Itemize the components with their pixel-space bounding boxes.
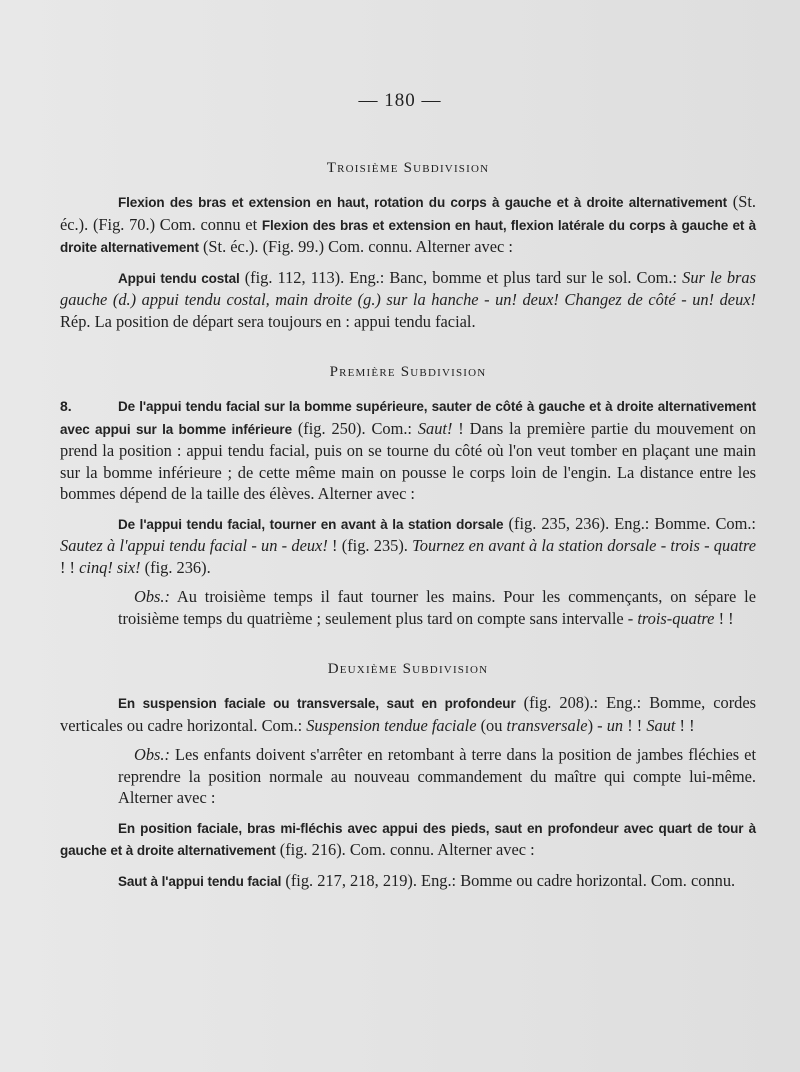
paragraph-text: ! Dans la première partie du mouvement on prend la position : appui tendu facial, puis on se tourne du côté où l'on veut tomber en plaçant une main sur la bomme inférieure ; de cette même main on pousse le corps loin de l'engin. La distance entre les bommes dépend de la taille des élèves. Alterner avec : — [60, 418, 756, 503]
obs-label: Obs.: — [134, 745, 170, 764]
exercise-name: Saut à l'appui tendu facial — [118, 873, 282, 889]
paragraph-text: Les enfants doivent s'arrêter en retombant à terre dans la position de jambes fléchies et reprendre la position normale au nouveau commandement du maître qui compte lui-même. Alterner avec : — [118, 745, 756, 807]
command-text: un — [606, 715, 624, 735]
section-title-premiere: Première Subdivision — [329, 364, 487, 380]
obs-label: Obs.: — [134, 587, 170, 606]
paragraph-text: ! ! — [623, 715, 647, 735]
command-text: Saut! — [417, 418, 453, 438]
exercise-name: En suspension faciale ou transversale, saut en profondeur — [118, 696, 516, 711]
paragraph-saut-appui — [60, 870, 756, 893]
paragraph-text: ) - — [587, 715, 607, 735]
exercise-name: Flexion des bras et extension en haut, flexion latérale du corps à gauche et à droite alternativement — [60, 217, 756, 255]
exercise-name: De l'appui tendu facial sur la bomme supérieure, sauter de côté à gauche et à droite alternativement avec appui sur la bomme inférieure — [60, 399, 756, 437]
paragraph-text: ! ! — [675, 715, 695, 735]
paragraph-text: Au troisième temps il faut tourner les mains. Pour les commençants, on sépare le troisième temps du quatrième ; seulement plus tard on compte sans intervalle - — [118, 587, 756, 628]
command-text: Saut — [646, 715, 676, 735]
paragraph-text: (ou — [476, 715, 507, 735]
command-text: transversale — [506, 715, 588, 735]
paragraph-text: (fig. 235, 236). Eng.: Bomme. Com.: — [503, 513, 756, 533]
page-body — [60, 160, 756, 892]
paragraph-text: (fig. 236). — [140, 557, 211, 577]
paragraph-suspension — [60, 692, 756, 736]
command-text: Sautez à l'appui tendu facial - un - deux! — [60, 536, 328, 555]
paragraph-position-faciale — [60, 817, 756, 862]
section-title-troisieme: Troisième Subdivision — [326, 160, 490, 176]
paragraph-saut-bomme — [60, 395, 756, 505]
paragraph-text: ! ! — [714, 608, 734, 628]
command-text: Tournez en avant à la station dorsale - trois - quatre — [412, 536, 756, 555]
paragraph-text: (fig. 217, 218, 219). Eng.: Bomme ou cadre horizontal. Com. connu. — [281, 870, 736, 890]
paragraph-text: (fig. 250). Com.: — [291, 418, 418, 438]
paragraph-station-dorsale — [60, 513, 756, 579]
paragraph-text: (fig. 112, 113). Eng.: Banc, bomme et plus tard sur le sol. Com.: — [239, 267, 683, 287]
paragraph-text: (fig. 208).: Eng.: Bomme, cordes verticales ou cadre horizontal. Com.: — [60, 693, 756, 735]
paragraph-text: (fig. 216). Com. connu. Alterner avec : — [275, 840, 535, 859]
section-title-deuxieme: Deuxième Subdivision — [327, 661, 489, 677]
command-text: trois-quatre — [637, 608, 715, 628]
paragraph-flexion — [60, 191, 756, 259]
command-text: cinq! six! — [79, 557, 141, 577]
paragraph-text: ! ! — [60, 557, 80, 577]
exercise-name: Flexion des bras et extension en haut, rotation du corps à gauche et à droite alternativement — [118, 195, 728, 210]
exercise-name: En position faciale, bras mi-fléchis avec appui des pieds, saut en profondeur avec quart de tour à gauche et à droite alternativement — [60, 820, 756, 858]
paragraph-text: (St. éc.). (Fig. 99.) Com. connu. Alterner avec : — [198, 237, 513, 256]
exercise-name: Appui tendu costal — [118, 270, 240, 286]
exercise-name: De l'appui tendu facial, tourner en avant à la station dorsale — [118, 516, 504, 532]
page-number: — 180 — — [358, 90, 442, 111]
exercise-number: 8. — [60, 398, 72, 414]
paragraph-text: ! (fig. 235). — [327, 536, 413, 555]
command-text: Sur le bras gauche (d.) appui tendu costal, main droite (g.) sur la hanche - un! deux! Changez de côté - un! deux! — [60, 267, 756, 309]
paragraph-text: Rép. La position de départ sera toujours en : appui tendu facial. — [60, 311, 476, 331]
command-text: Suspension tendue faciale — [306, 715, 477, 735]
paragraph-text: (St. éc.). (Fig. 70.) Com. connu et — [60, 192, 756, 234]
paragraph-appui-costal — [60, 267, 756, 333]
observation-note — [60, 586, 756, 629]
observation-note — [60, 744, 756, 809]
